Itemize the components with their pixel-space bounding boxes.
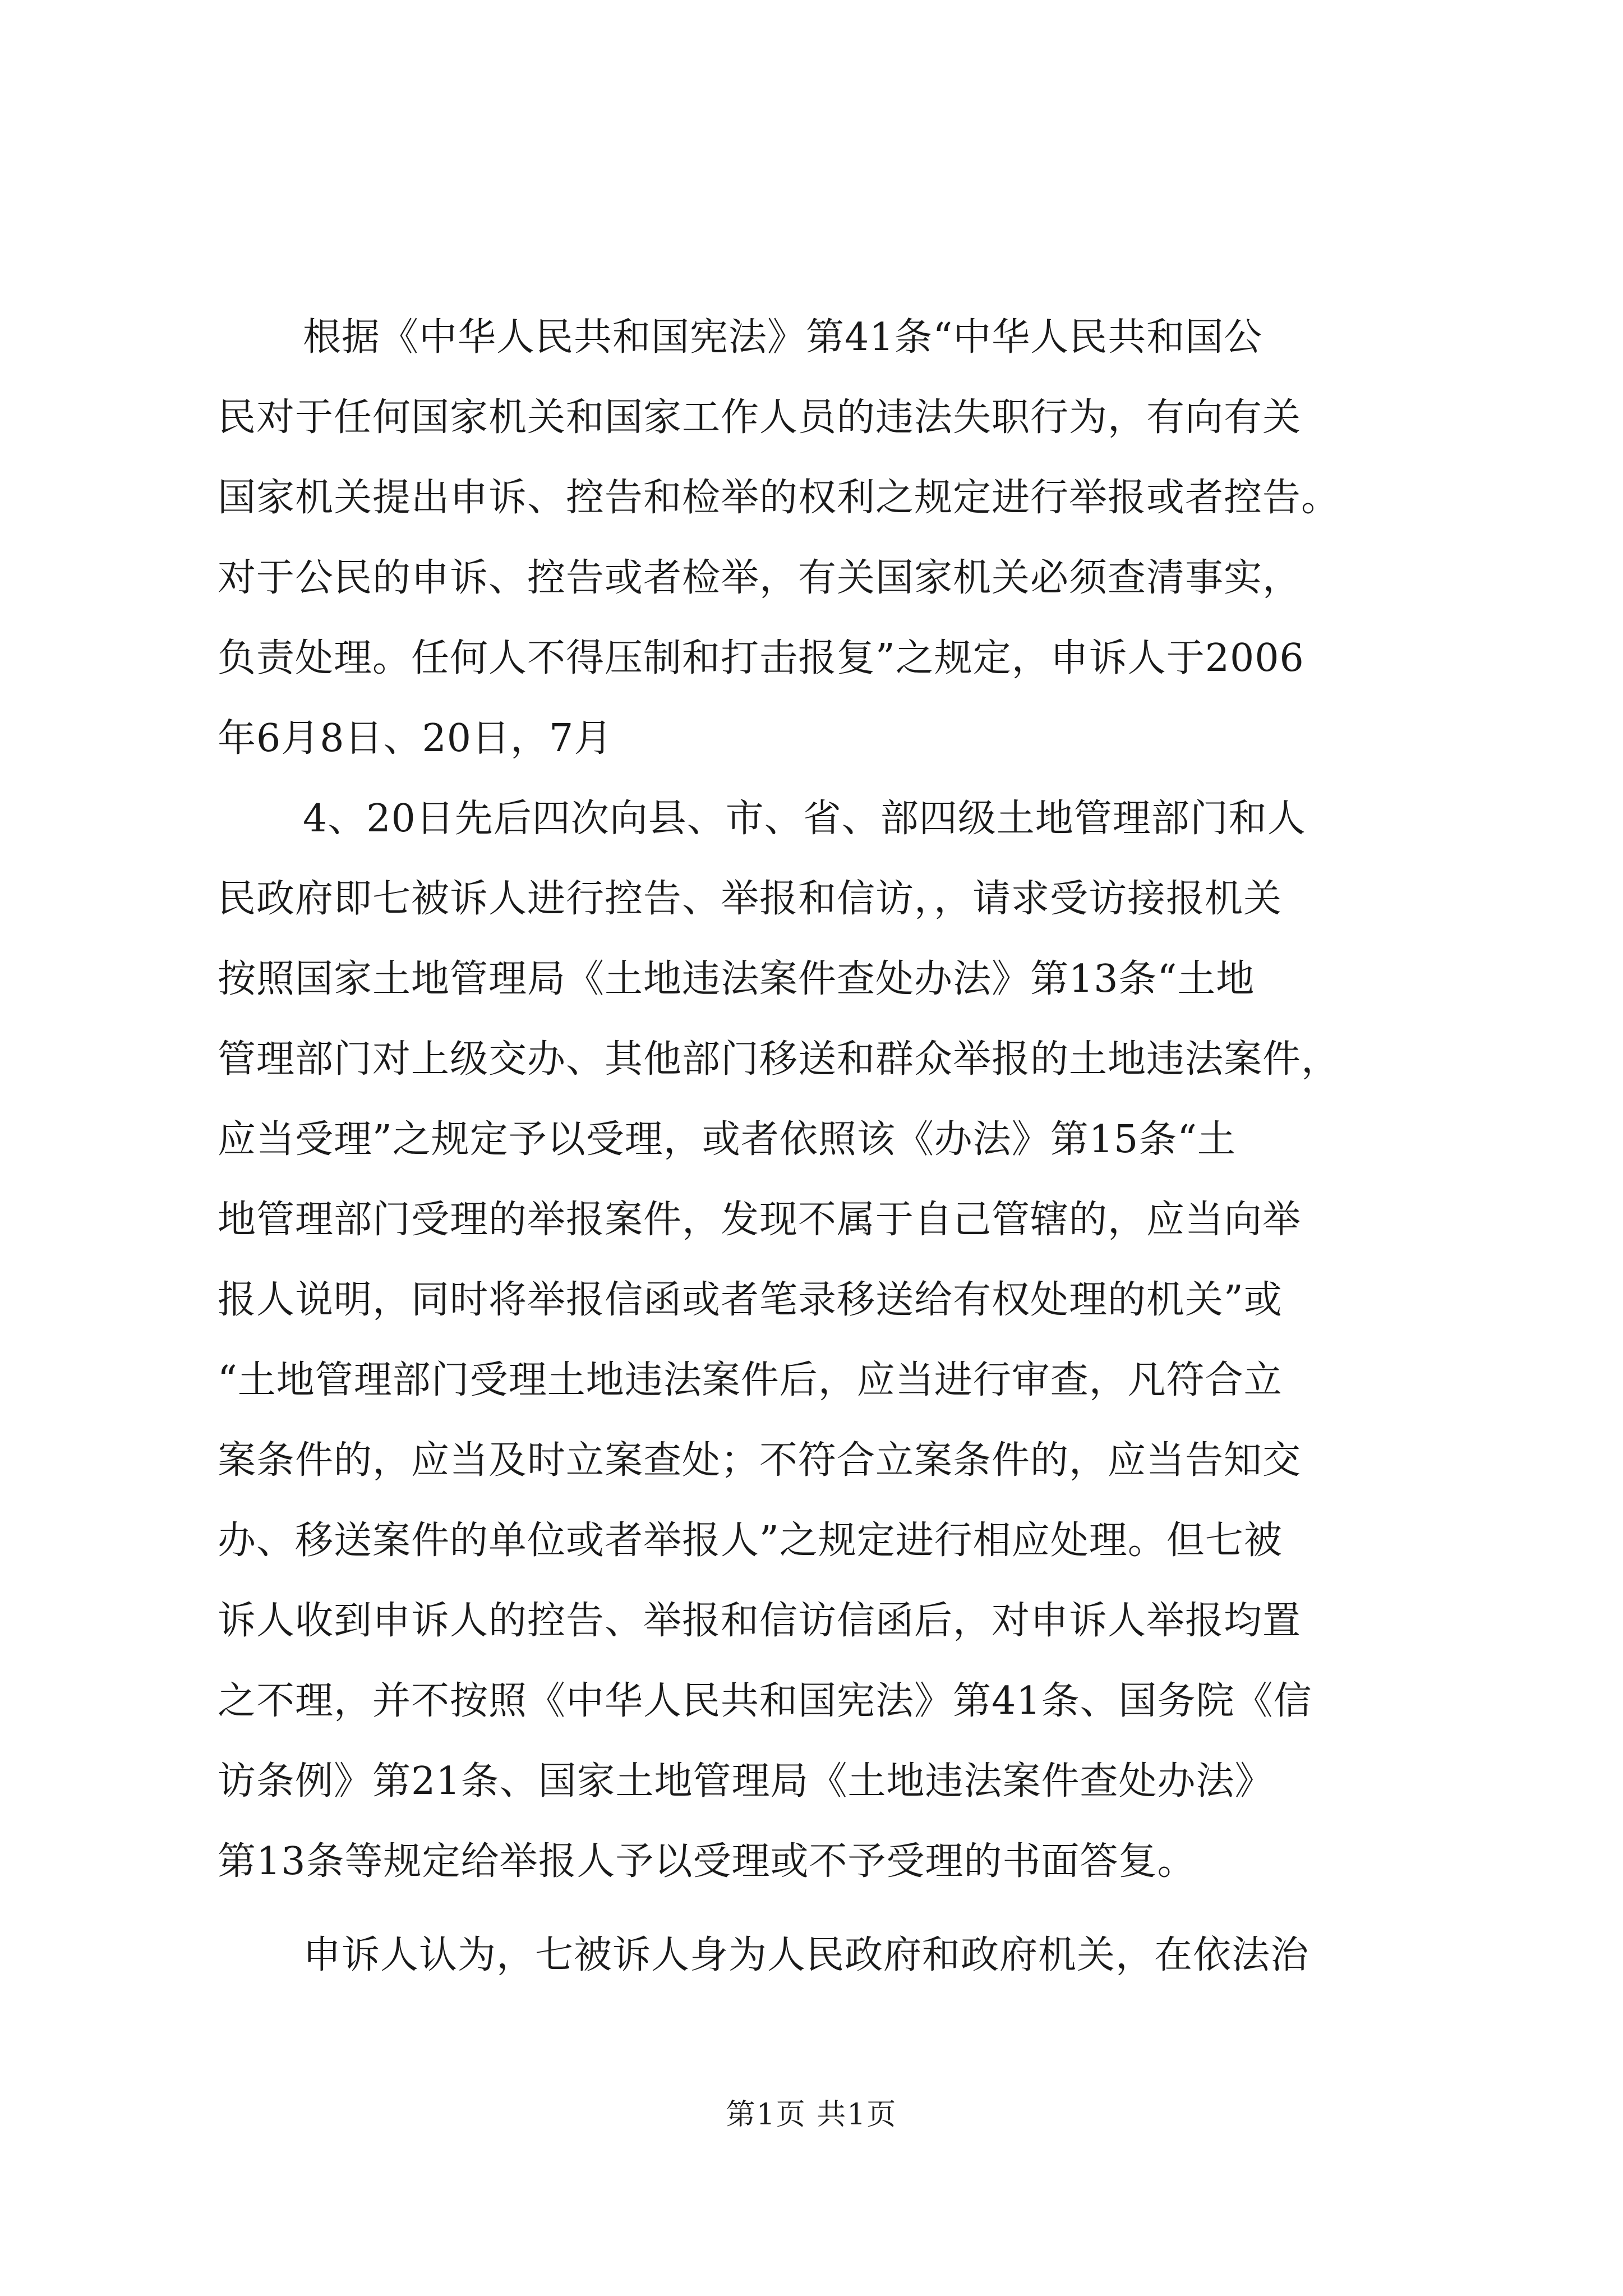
paragraph-line: 地管理部门受理的举报案件，发现不属于自己管辖的，应当向举 [218, 1198, 1302, 1242]
paragraph-line: 根据《中华人民共和国宪法》第41条“中华人民共和国公 [303, 315, 1263, 360]
page-number-label: 第1页 共1页 [726, 2098, 897, 2132]
paragraph-line: 第13条等规定给举报人予以受理或不予受理的书面答复。 [218, 1839, 1196, 1884]
paragraph-line: “土地管理部门受理土地违法案件后，应当进行审查，凡符合立 [218, 1358, 1283, 1402]
paragraph-line: 应当受理”之规定予以受理，或者依照该《办法》第15条“土 [218, 1117, 1237, 1162]
page-footer [0, 2095, 1623, 2134]
paragraph-line: 之不理，并不按照《中华人民共和国宪法》第41条、国务院《信 [218, 1679, 1312, 1723]
paragraph-line: 民对于任何国家机关和国家工作人员的违法失职行为，有向有关 [218, 395, 1302, 440]
paragraph-line: 办、移送案件的单位或者举报人”之规定进行相应处理。但七被 [218, 1519, 1283, 1563]
paragraph-line: 案条件的，应当及时立案查处；不符合立案条件的，应当告知交 [218, 1438, 1302, 1483]
paragraph-line: 对于公民的申诉、控告或者检举，有关国家机关必须查清事实， [218, 556, 1302, 600]
paragraph-line: 访条例》第21条、国家土地管理局《土地违法案件查处办法》 [218, 1759, 1274, 1803]
body-text [218, 297, 1468, 1995]
paragraph-line: 诉人收到申诉人的控告、举报和信访信函后，对申诉人举报均置 [218, 1599, 1302, 1643]
paragraph-line: 负责处理。任何人不得压制和打击报复”之规定，申诉人于2006 [218, 636, 1304, 680]
paragraph-line: 报人说明，同时将举报信函或者笔录移送给有权处理的机关”或 [218, 1278, 1283, 1322]
paragraph-line: 按照国家土地管理局《土地违法案件查处办法》第13条“土地 [218, 957, 1255, 1001]
paragraph-line: 申诉人认为，七被诉人身为人民政府和政府机关，在依法治 [303, 1933, 1310, 1977]
paragraph-line: 年6月8日、20日，7月 [218, 716, 613, 761]
paragraph-line: 4、20日先后四次向县、市、省、部四级土地管理部门和人 [303, 797, 1306, 841]
paragraph-line: 民政府即七被诉人进行控告、举报和信访，，请求受访接报机关 [218, 877, 1283, 921]
paragraph-line: 国家机关提出申诉、控告和检举的权利之规定进行举报或者控告。 [218, 476, 1340, 520]
paragraph-line: 管理部门对上级交办、其他部门移送和群众举报的土地违法案件， [218, 1037, 1340, 1082]
